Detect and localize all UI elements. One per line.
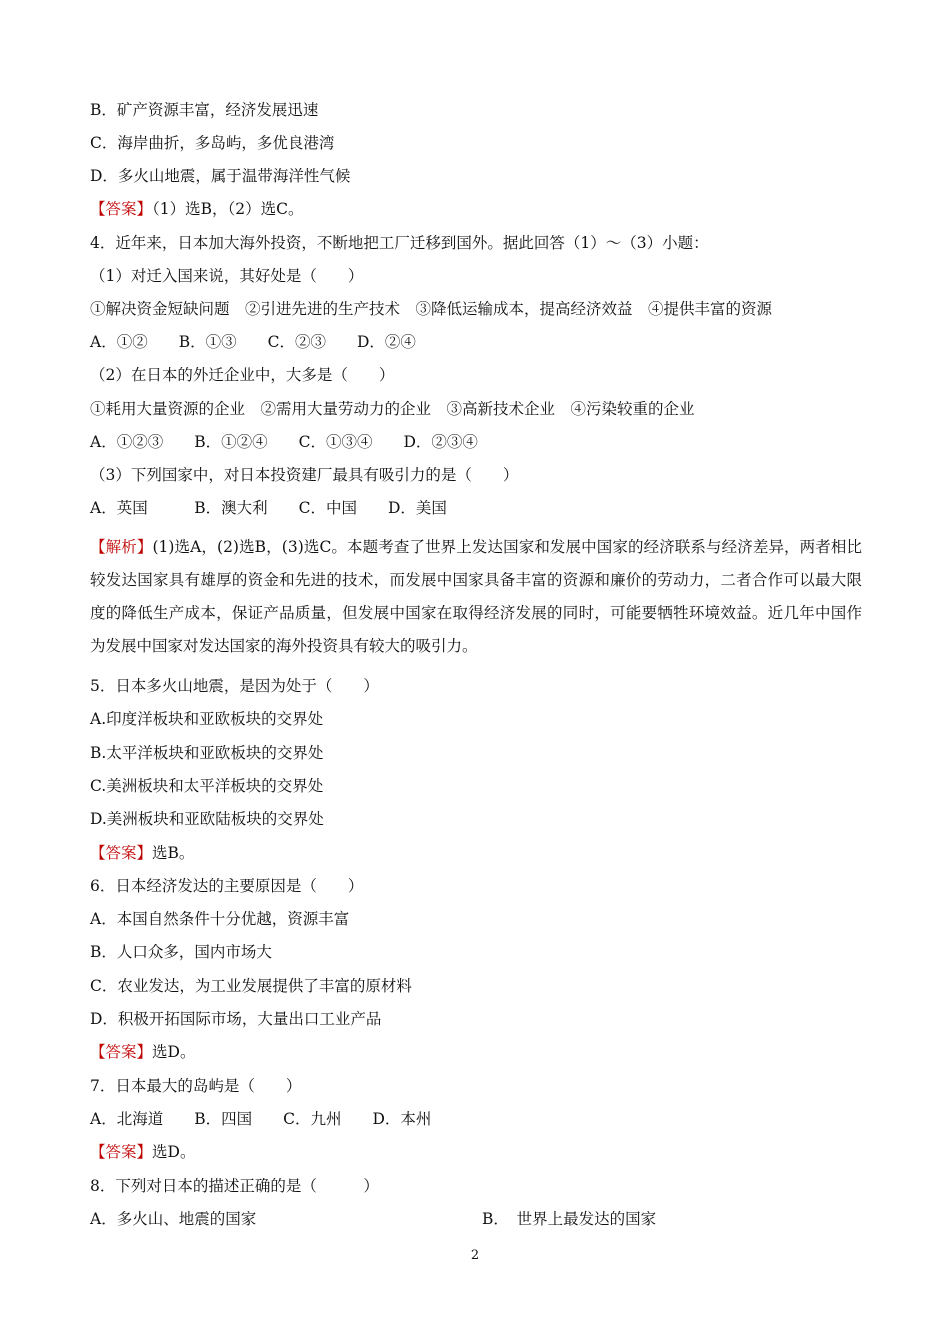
answer-tag: 【答案】 xyxy=(90,1143,153,1161)
analysis-paragraph: 【解析】(1)选A，(2)选B，(3)选C。本题考查了世界上发达国家和发展中国家的经济联系与经济差异，两者相比较发达国家具有雄厚的资金和先进的技术，而发展中国家具备丰富的资源和廉价的劳动力，二者合作可以最大限度的降低生产成本，保证产品质量，但发展中国家在取得经济发展的同时，可能要牺牲环境效益。近几年中国作为发展中国家对发达国家的海外投资具有较大的吸引力。 xyxy=(90,538,862,655)
option-b-column: B． 世界上最发达的国家 xyxy=(482,1210,657,1228)
question-7: 7．日本最大的岛屿是（ ） xyxy=(90,1077,302,1095)
answer-tag: 【答案】 xyxy=(90,1043,153,1061)
option-line: C．农业发达，为工业发展提供了丰富的原材料 xyxy=(90,977,412,995)
question-6: 6．日本经济发达的主要原因是（ ） xyxy=(90,877,364,895)
option-line: A．①②③ B．①②④ C．①③④ D．②③④ xyxy=(90,433,478,451)
option-line: ①耗用大量资源的企业 ②需用大量劳动力的企业 ③高新技术企业 ④污染较重的企业 xyxy=(90,400,695,418)
option-line: ①解决资金短缺问题 ②引进先进的生产技术 ③降低运输成本，提高经济效益 ④提供丰富的资源 xyxy=(90,300,773,318)
analysis-tag: 【解析】 xyxy=(90,538,153,556)
option-line: A．英国 B．澳大利 C．中国 D．美国 xyxy=(90,499,447,517)
option-line: C.美洲板块和太平洋板块的交界处 xyxy=(90,777,324,795)
question-8: 8．下列对日本的描述正确的是（ ） xyxy=(90,1177,379,1195)
answer-line: 【答案】选B。 xyxy=(90,844,195,862)
answer-line: 【答案】选D。 xyxy=(90,1043,196,1061)
option-line: A．本国自然条件十分优越，资源丰富 xyxy=(90,910,350,928)
option-line: B.太平洋板块和亚欧板块的交界处 xyxy=(90,744,324,762)
page-number: 2 xyxy=(470,1248,480,1263)
answer-line: 【答案】选D。 xyxy=(90,1143,196,1161)
answer-tag: 【答案】 xyxy=(90,200,153,218)
option-line: C．海岸曲折，多岛屿，多优良港湾 xyxy=(90,134,335,152)
answer-tag: 【答案】 xyxy=(90,844,153,862)
question-4: 4．近年来，日本加大海外投资，不断地把工厂迁移到国外。据此回答（1）～（3）小题： xyxy=(90,234,709,252)
option-line: D．多火山地震，属于温带海洋性气候 xyxy=(90,167,351,185)
option-line: A.印度洋板块和亚欧板块的交界处 xyxy=(90,710,324,728)
option-line: A．北海道 B．四国 C．九州 D．本州 xyxy=(90,1110,432,1128)
answer-line: 【答案】（1）选B，（2）选C。 xyxy=(90,200,304,218)
sub-question: （3）下列国家中，对日本投资建厂最具有吸引力的是（ ） xyxy=(90,466,519,484)
option-line: D.美洲板块和亚欧陆板块的交界处 xyxy=(90,810,324,828)
option-line: A．多火山、地震的国家 B． 世界上最发达的国家 xyxy=(90,1210,657,1228)
sub-question: （1）对迁入国来说，其好处是（ ） xyxy=(90,267,364,285)
option-line: D．积极开拓国际市场，大量出口工业产品 xyxy=(90,1010,382,1028)
sub-question: （2）在日本的外迁企业中，大多是（ ） xyxy=(90,366,395,384)
option-line: A．①② B．①③ C．②③ D．②④ xyxy=(90,333,416,351)
option-line: B．矿产资源丰富，经济发展迅速 xyxy=(90,101,319,119)
question-5: 5．日本多火山地震，是因为处于（ ） xyxy=(90,677,379,695)
option-line: B．人口众多，国内市场大 xyxy=(90,943,272,961)
